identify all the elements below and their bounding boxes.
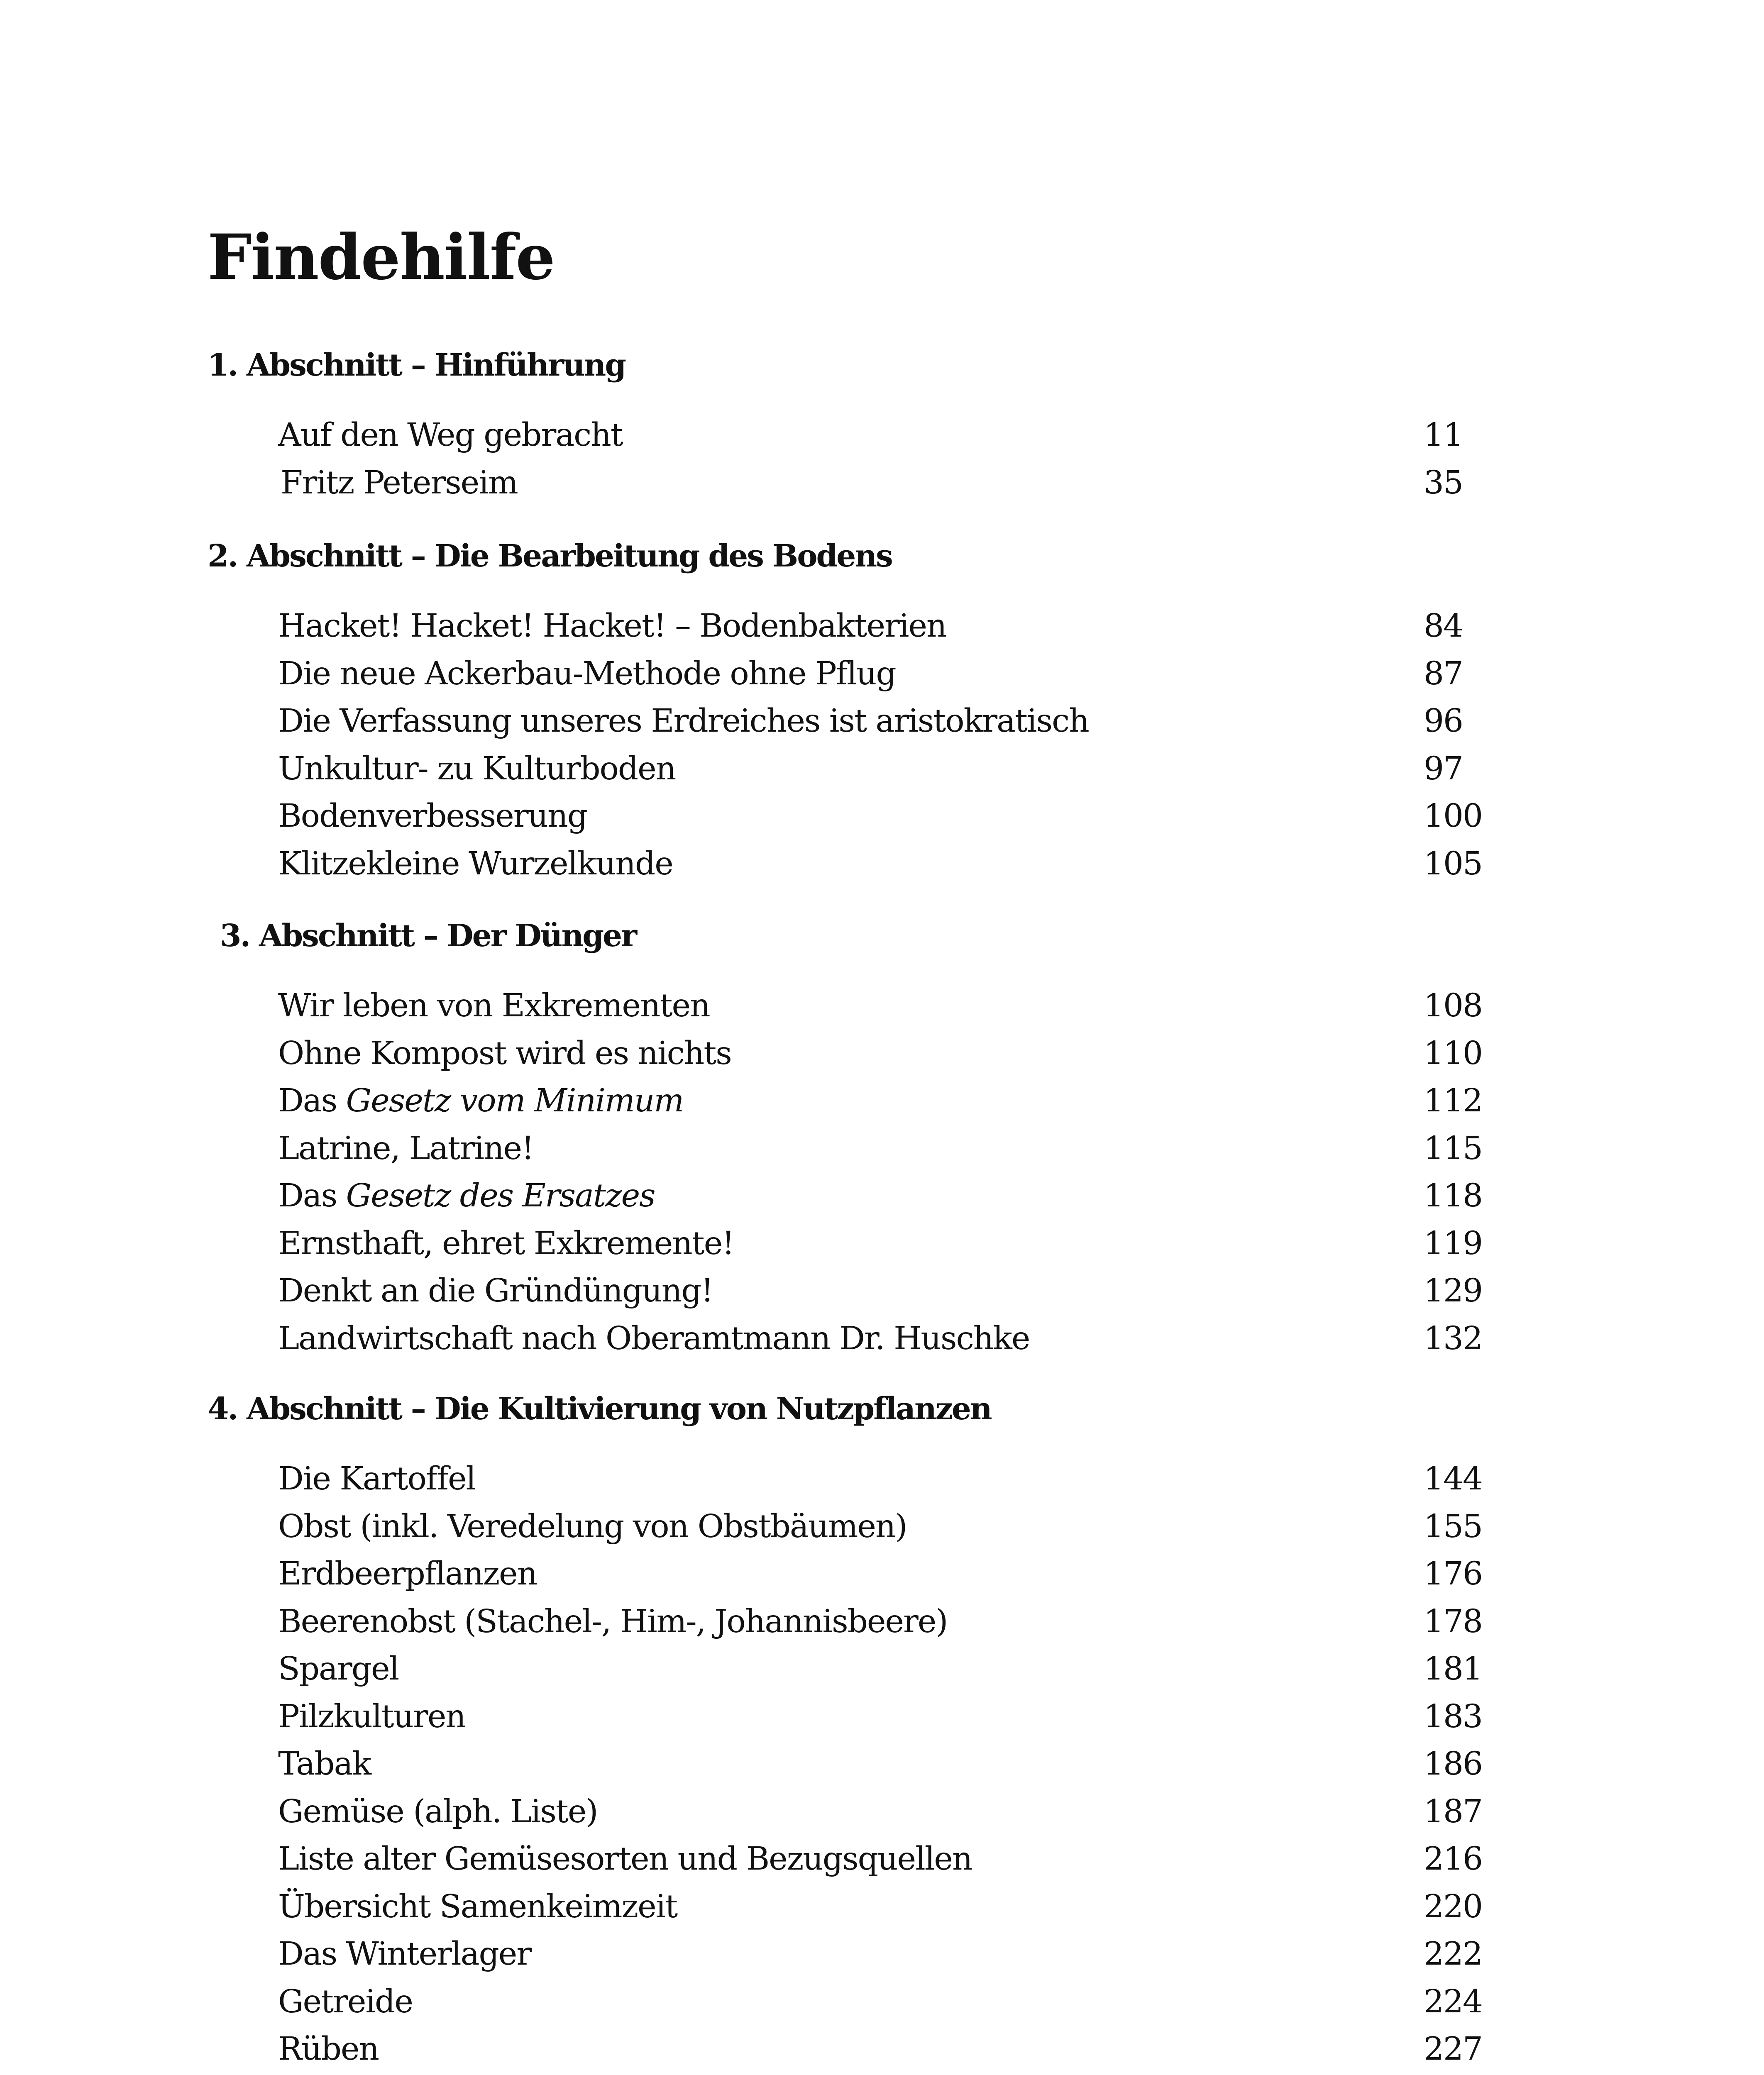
toc-entry: [278, 2073, 1486, 2075]
toc-entry-title: [278, 2073, 560, 2075]
toc-entry-title: Spargel: [278, 1650, 399, 1687]
toc-entry-page-number: 129: [1424, 1272, 1482, 1309]
toc-entry-title-prefix: Das: [278, 1082, 346, 1119]
toc-entry-title: Liste alter Gemüsesorten und Bezugsquellen: [278, 1841, 972, 1877]
toc-entry-title: Ohne Kompost wird es nichts: [278, 1035, 731, 1072]
toc-entry-page-number: 178: [1424, 1603, 1482, 1640]
toc-entry-title: Obst (inkl. Veredelung von Obstbäumen): [278, 1508, 907, 1545]
toc-entry-page-number: 87: [1424, 655, 1463, 692]
toc-entry-page-number: 216: [1424, 1841, 1482, 1877]
toc-entry-title-prefix: Das: [278, 1177, 346, 1214]
toc-entry: [278, 459, 1486, 508]
toc-entry-title: Die Kartoffel: [278, 1460, 476, 1497]
section-heading: 4. Abschnitt – Die Kultivierung von Nutzpflanzen: [208, 1391, 991, 1427]
toc-entry: [278, 745, 1486, 793]
toc-entry-title: Klitzekleine Wurzelkunde: [278, 845, 673, 882]
toc-entry: [278, 1455, 1486, 1504]
toc-entry: [278, 981, 1486, 1030]
toc-entry-page-number: 144: [1424, 1460, 1482, 1497]
toc-entry-page-number: 110: [1424, 1035, 1482, 1072]
toc-entry-title: Die Verfassung unseres Erdreiches ist aristokratisch: [278, 703, 1089, 740]
toc-entry-page-number: 132: [1424, 1320, 1482, 1357]
toc-entry-title: Erdbeerpflanzen: [278, 1555, 537, 1592]
toc-entry-title-italic: Gesetz des Ersatzes: [346, 1177, 655, 1214]
toc-entry-title: Rüben: [278, 2031, 379, 2068]
toc-entry: [278, 1172, 1486, 1221]
toc-entry: [278, 1787, 1486, 1836]
toc-entry-page-number: 97: [1424, 750, 1463, 787]
toc-entry-title: Unkultur- zu Kulturboden: [278, 750, 676, 787]
toc-entry: [278, 840, 1486, 889]
toc-entry: [278, 1314, 1486, 1363]
toc-entry-page-number: 105: [1424, 845, 1482, 882]
toc-entry-title: Übersicht Samenkeimzeit: [278, 1888, 677, 1925]
toc-entry-page-number: 96: [1424, 703, 1463, 740]
toc-entry: [278, 1930, 1486, 1979]
section-heading: 3. Abschnitt – Der Dünger: [220, 918, 636, 954]
toc-entry-title: Getreide: [278, 1983, 413, 2020]
toc-entry-title: Gemüse (alph. Liste): [278, 1793, 598, 1830]
toc-entry-page-number: 224: [1424, 1983, 1482, 2020]
toc-entry-page-number: 118: [1424, 1177, 1482, 1214]
toc-entry-page-number: 181: [1424, 1650, 1482, 1687]
toc-entry-page-number: 220: [1424, 1888, 1482, 1925]
toc-entry: [278, 1740, 1486, 1789]
toc-entry-title: Beerenobst (Stachel-, Him-, Johannisbeere): [278, 1603, 948, 1640]
toc-entry-title: Landwirtschaft nach Oberamtmann Dr. Huschke: [278, 1320, 1030, 1357]
toc-entry-title: [278, 1077, 683, 1125]
toc-entry-page-number: 11: [1424, 417, 1463, 454]
toc-entry: [278, 2025, 1486, 2074]
toc-entry: [278, 1029, 1486, 1078]
toc-entry: [278, 792, 1486, 841]
toc-entry-title: Tabak: [278, 1745, 371, 1782]
toc-entry-title: [278, 1172, 655, 1221]
toc-entry: [278, 1882, 1486, 1931]
toc-entry: [278, 411, 1486, 460]
toc-entry: [278, 1502, 1486, 1551]
toc-entry-title: Ernsthaft, ehret Exkremente!: [278, 1225, 734, 1262]
toc-entry-page-number: 155: [1424, 1508, 1482, 1545]
toc-entry-page-number: 119: [1424, 1225, 1482, 1262]
toc-entry-page-number: 112: [1424, 1082, 1482, 1119]
toc-entry: [278, 1550, 1486, 1599]
toc-entry: [278, 1077, 1486, 1125]
toc-entry-page-number: 115: [1424, 1130, 1482, 1167]
section-heading: 1. Abschnitt – Hinführung: [208, 347, 625, 383]
toc-entry-page-number: 100: [1424, 798, 1482, 835]
toc-entry: [278, 1219, 1486, 1268]
toc-entry: [278, 1692, 1486, 1741]
toc-entry: [278, 1597, 1486, 1646]
toc-entry: [278, 1835, 1486, 1884]
toc-entry-page-number: 186: [1424, 1745, 1482, 1782]
toc-entry-page-number: 176: [1424, 1555, 1482, 1592]
toc-entry-page-number: 187: [1424, 1793, 1482, 1830]
toc-entry-page-number: [1424, 2073, 1482, 2075]
toc-entry-title: Fritz Peterseim: [281, 464, 518, 501]
toc-entry-page-number: 222: [1424, 1936, 1482, 1972]
page-title: Findehilfe: [208, 221, 555, 294]
toc-entry-page-number: 108: [1424, 987, 1482, 1024]
toc-entry-title: Die neue Ackerbau-Methode ohne Pflug: [278, 655, 896, 692]
toc-entry: [278, 1645, 1486, 1694]
toc-entry-title: Pilzkulturen: [278, 1698, 466, 1735]
toc-entry-title: Latrine, Latrine!: [278, 1130, 534, 1167]
toc-entry: [278, 1267, 1486, 1316]
section-heading: 2. Abschnitt – Die Bearbeitung des Bodens: [208, 538, 892, 574]
toc-entry: [278, 649, 1486, 698]
toc-entry-page-number: 84: [1424, 608, 1463, 644]
toc-entry-page-number: 183: [1424, 1698, 1482, 1735]
toc-entry-title: Auf den Weg gebracht: [278, 417, 623, 454]
toc-entry-title: Denkt an die Gründüngung!: [278, 1272, 713, 1309]
toc-entry-title: Hacket! Hacket! Hacket! – Bodenbakterien: [278, 608, 946, 644]
toc-entry: [278, 602, 1486, 651]
toc-entry-page-number: 35: [1424, 464, 1463, 501]
toc-entry: [278, 697, 1486, 746]
toc-entry-page-number: 227: [1424, 2031, 1482, 2068]
toc-entry-title: Wir leben von Exkrementen: [278, 987, 710, 1024]
toc-entry: [278, 1124, 1486, 1173]
toc-entry-title: Das Winterlager: [278, 1936, 531, 1972]
toc-entry-title: Bodenverbesserung: [278, 798, 587, 835]
toc-entry-title-italic: Gesetz vom Minimum: [346, 1082, 684, 1119]
toc-entry: [278, 1977, 1486, 2026]
